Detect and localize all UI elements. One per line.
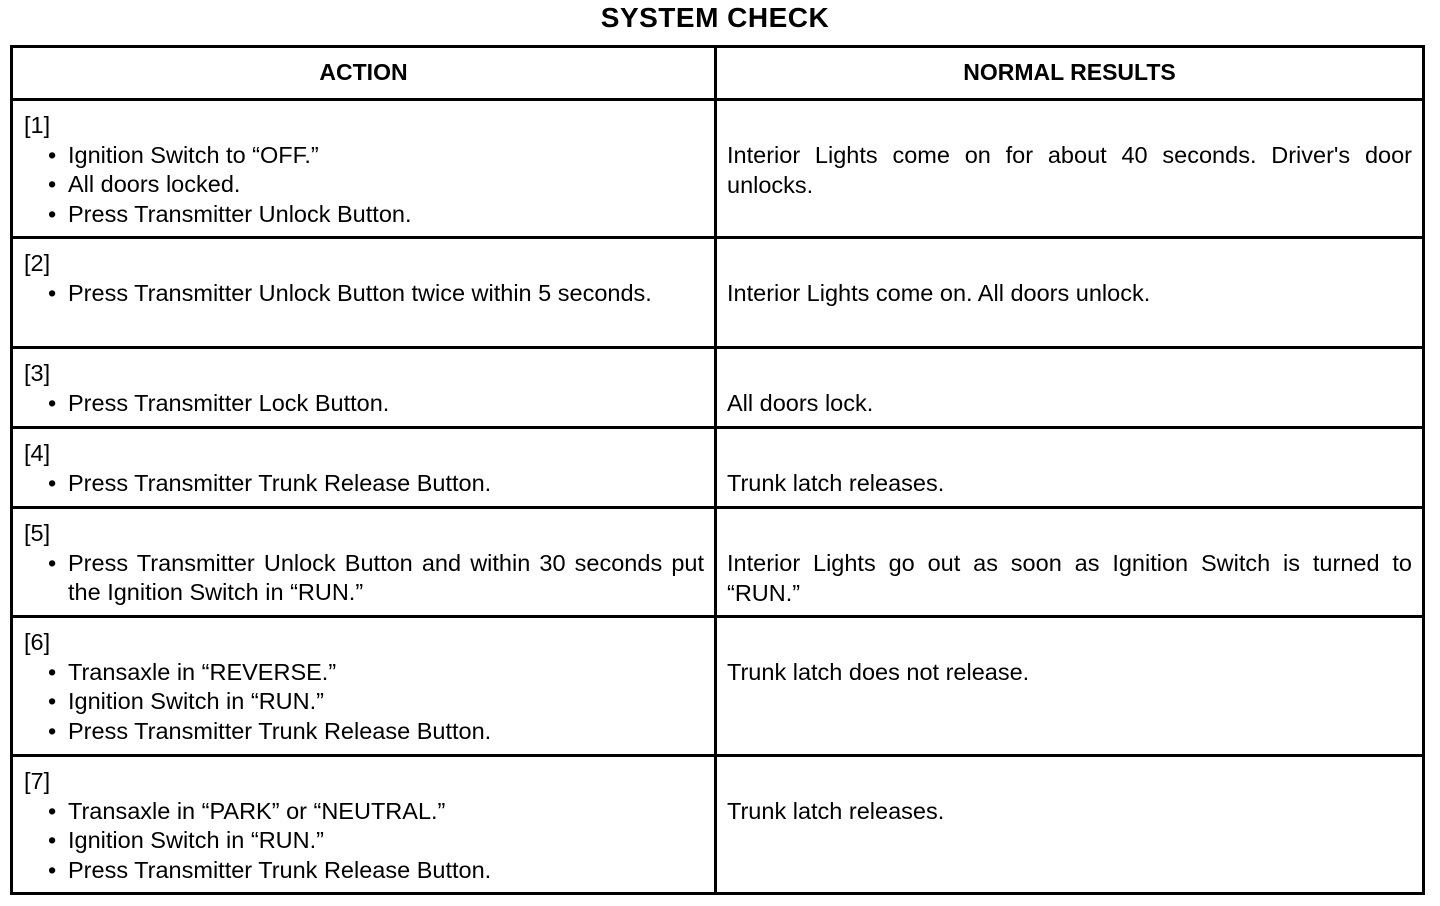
action-item: • Ignition Switch to “OFF.” [68, 141, 704, 171]
result-text: Trunk latch does not release. [727, 659, 1030, 685]
action-item: • All doors locked. [68, 170, 704, 200]
result-cell [716, 617, 1424, 756]
result-cell [716, 348, 1424, 428]
action-item: • Ignition Switch in “RUN.” [68, 826, 704, 856]
action-item: • Press Transmitter Lock Button. [68, 389, 704, 419]
action-cell [12, 508, 716, 617]
action-list [23, 469, 704, 499]
result-text: All doors lock. [727, 390, 874, 416]
table-row [12, 238, 1424, 348]
action-cell [12, 617, 716, 756]
action-item: • Press Transmitter Unlock Button. [68, 200, 704, 230]
step-number: [3] [24, 360, 51, 386]
action-list [23, 797, 704, 886]
action-cell [12, 428, 716, 508]
action-item: • Press Transmitter Unlock Button twice within 5 seconds. [68, 279, 704, 309]
action-cell [12, 348, 716, 428]
action-item: • Transaxle in “PARK” or “NEUTRAL.” [68, 797, 704, 827]
result-text: Trunk latch releases. [727, 470, 945, 496]
table-row [12, 617, 1424, 756]
result-cell [716, 100, 1424, 238]
action-item: • Transaxle in “REVERSE.” [68, 658, 704, 688]
action-list [23, 658, 704, 747]
action-cell [12, 238, 716, 348]
action-list [23, 279, 704, 309]
step-number: [2] [24, 250, 51, 276]
table-row [12, 756, 1424, 894]
column-header-normal-results: NORMAL RESULTS [716, 47, 1424, 100]
action-item: • Ignition Switch in “RUN.” [68, 687, 704, 717]
table-row [12, 100, 1424, 238]
result-cell [716, 428, 1424, 508]
action-item: • Press Transmitter Trunk Release Button. [68, 856, 704, 886]
result-cell [716, 508, 1424, 617]
table-row [12, 428, 1424, 508]
result-text: Interior Lights come on for about 40 seconds. Driver's door unlocks. [727, 142, 1412, 198]
action-cell [12, 100, 716, 238]
result-text: Trunk latch releases. [727, 798, 945, 824]
action-item: • Press Transmitter Unlock Button and within 30 seconds put the Ignition Switch in “RUN.” [68, 549, 704, 608]
result-text: Interior Lights go out as soon as Ignition Switch is turned to “RUN.” [727, 550, 1412, 606]
action-list [23, 389, 704, 419]
action-item: • Press Transmitter Trunk Release Button. [68, 469, 704, 499]
step-number: [6] [24, 629, 51, 655]
result-text: Interior Lights come on. All doors unlock. [727, 280, 1151, 306]
table-row [12, 508, 1424, 617]
system-check-table [10, 45, 1425, 895]
table-header-row [12, 47, 1424, 100]
action-list [23, 549, 704, 608]
table-row [12, 348, 1424, 428]
action-cell [12, 756, 716, 894]
result-cell [716, 238, 1424, 348]
action-item: • Press Transmitter Trunk Release Button. [68, 717, 704, 747]
step-number: [4] [24, 440, 51, 466]
action-list [23, 141, 704, 230]
page-title: SYSTEM CHECK [600, 2, 830, 33]
step-number: [5] [24, 520, 51, 546]
step-number: [7] [24, 768, 51, 794]
column-header-action: ACTION [12, 47, 716, 100]
result-cell [716, 756, 1424, 894]
step-number: [1] [24, 112, 51, 138]
